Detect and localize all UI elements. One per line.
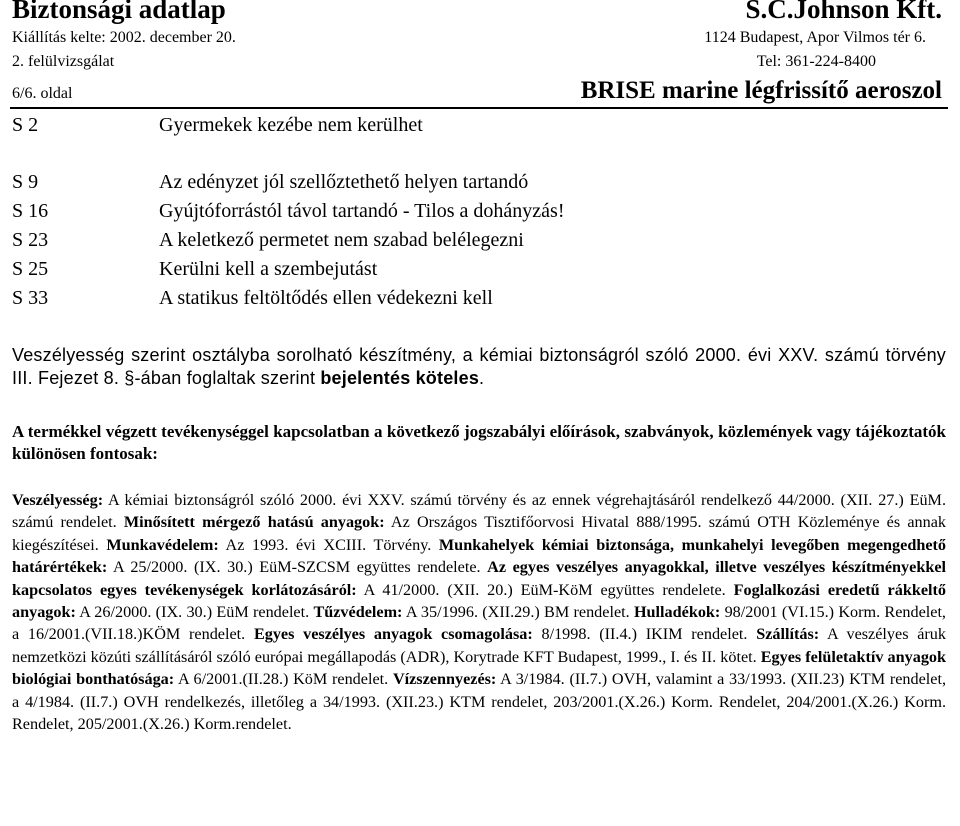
header-row-4 <box>12 77 942 105</box>
s-phrase-row <box>12 171 528 194</box>
regulation-text: 8/1998. (II.4.) IKIM rendelet. <box>532 625 757 644</box>
regulation-label: Az egyes veszélyes anyagokkal, illetve veszélyes készítményekkel kapcsolatos egyes tevékenységek korlátozásáról: <box>12 558 947 599</box>
s-phrase-row <box>12 287 493 310</box>
s-phrase-text: A statikus feltöltődés ellen védekezni kell <box>159 287 493 309</box>
s-phrase-code: S 25 <box>12 258 49 280</box>
regulation-text: 98/2001 (VI.15.) Korm. Rendelet, a 16/2001.(VII.18.)KÖM rendelet. <box>12 603 946 644</box>
s-phrase-text: Az edényzet jól szellőztethető helyen tartandó <box>159 171 529 193</box>
document-title: Biztonsági adatlap <box>12 0 226 24</box>
regulation-text: Az 1993. évi XCIII. Törvény. <box>218 535 439 554</box>
s-phrase-text: Gyermekek kezébe nem kerülhet <box>159 114 423 136</box>
s-phrase-row <box>12 200 565 223</box>
header-divider <box>10 107 948 109</box>
s-phrase-text: Kerülni kell a szembejutást <box>159 258 378 280</box>
regulation-label: Munkavédelem: <box>106 535 219 554</box>
classification-bold: bejelentés köteles <box>320 368 480 388</box>
classification-paragraph <box>12 344 946 390</box>
regulation-label: Munkahelyek kémiai biztonsága, munkahelyi levegőben megengedhető határértékek: <box>12 535 946 577</box>
regulation-label: Minősített mérgező hatású anyagok: <box>123 513 385 532</box>
product-name: BRISE marine légfrissítő aeroszol <box>580 77 942 104</box>
regulation-label: Egyes felületaktív anyagok biológiai bonthatósága: <box>12 647 947 689</box>
company-address: 1124 Budapest, Apor Vilmos tér 6. <box>704 29 926 46</box>
regulation-text: A 35/1996. (XII.29.) BM rendelet. <box>402 603 634 622</box>
classification-text: Veszélyesség szerint osztályba sorolható készítmény, a kémiai biztonságról szóló 2000. évi XXV. számú törvény III. Fejezet 8. §-ában foglaltak szerint <box>12 345 946 388</box>
s-phrase-text: Gyújtóforrástól távol tartandó - Tilos a dohányzás! <box>159 200 565 222</box>
regulations-paragraph <box>12 489 946 735</box>
header-row-2 <box>12 29 942 47</box>
classification-end: . <box>479 368 485 388</box>
s-phrase-code: S 23 <box>12 229 49 251</box>
s-phrase-row <box>12 114 423 137</box>
regulation-label: Vízszennyezés: <box>392 670 497 689</box>
header-top-row <box>12 0 942 25</box>
s-phrase-text: A keletkező permetet nem szabad belélegezni <box>159 229 524 251</box>
s-phrase-code: S 16 <box>12 200 49 222</box>
regulation-text: A kémiai biztonságról szóló 2000. évi XXV. számú törvény és az ennek végrehajtásáról rendelkező 44/2000. (XII. 27.) EüM. számú rendelet. <box>12 491 946 532</box>
s-phrase-row <box>12 229 524 252</box>
regulation-label: Tűzvédelem: <box>313 603 403 622</box>
regulation-text: A 25/2000. (IX. 30.) EüM-SZCSM együttes rendelete. <box>107 558 488 577</box>
revision: 2. felülvizsgálat <box>12 53 115 70</box>
s-phrase-code: S 33 <box>12 287 49 309</box>
regulation-text: A 41/2000. (XII. 20.) EüM-KöM együttes rendelete. <box>356 580 734 599</box>
header-row-3 <box>12 53 942 71</box>
regulation-label: Szállítás: <box>756 625 820 644</box>
regulation-text: A veszélyes áruk nemzetközi közúti szállításáról szóló európai megállapodás (ADR), Korytrade KFT Budapest, 1999., I. és II. kötet. <box>12 625 946 666</box>
regulations-intro: A termékkel végzett tevékenységgel kapcsolatban a következő jogszabályi előírások, szabványok, közlemények vagy tájékoztatók különösen fontosak: <box>12 422 946 463</box>
regulation-text: A 3/1984. (II.7.) OVH, valamint a 33/1993. (XII.23) KTM rendelet, a 4/1984. (II.7.) OVH rendelkezés, illetőleg a 34/1993. (XII.23.) KTM rendelet, 203/2001.(X.26.) Korm. Rendelet, 204/2001.(X.26.) Korm. Rendelet, 205/2001.(X.26.) Korm.rendelet. <box>12 670 946 734</box>
regulation-label: Egyes veszélyes anyagok csomagolása: <box>253 625 533 644</box>
regulation-label: Veszélyesség: <box>12 491 104 509</box>
company-name: S.C.Johnson Kft. <box>745 0 942 24</box>
regulation-text: Az Országos Tisztifőorvosi Hivatal 888/1995. számú OTH Közleménye és annak kiegészítései. <box>12 513 947 554</box>
s-phrase-row <box>12 258 377 281</box>
regulation-label: Hulladékok: <box>633 603 721 622</box>
s-phrase-code: S 9 <box>12 171 39 193</box>
company-phone: Tel: 361-224-8400 <box>756 53 876 70</box>
regulation-label: Foglalkozási eredetű rákkeltő anyagok: <box>12 580 946 622</box>
page-number: 6/6. oldal <box>12 85 73 102</box>
s-phrase-code: S 2 <box>12 114 39 136</box>
issue-date: Kiállítás kelte: 2002. december 20. <box>12 29 236 46</box>
regulation-text: A 6/2001.(II.28.) KöM rendelet. <box>174 670 393 689</box>
regulation-text: A 26/2000. (IX. 30.) EüM rendelet. <box>75 603 314 622</box>
